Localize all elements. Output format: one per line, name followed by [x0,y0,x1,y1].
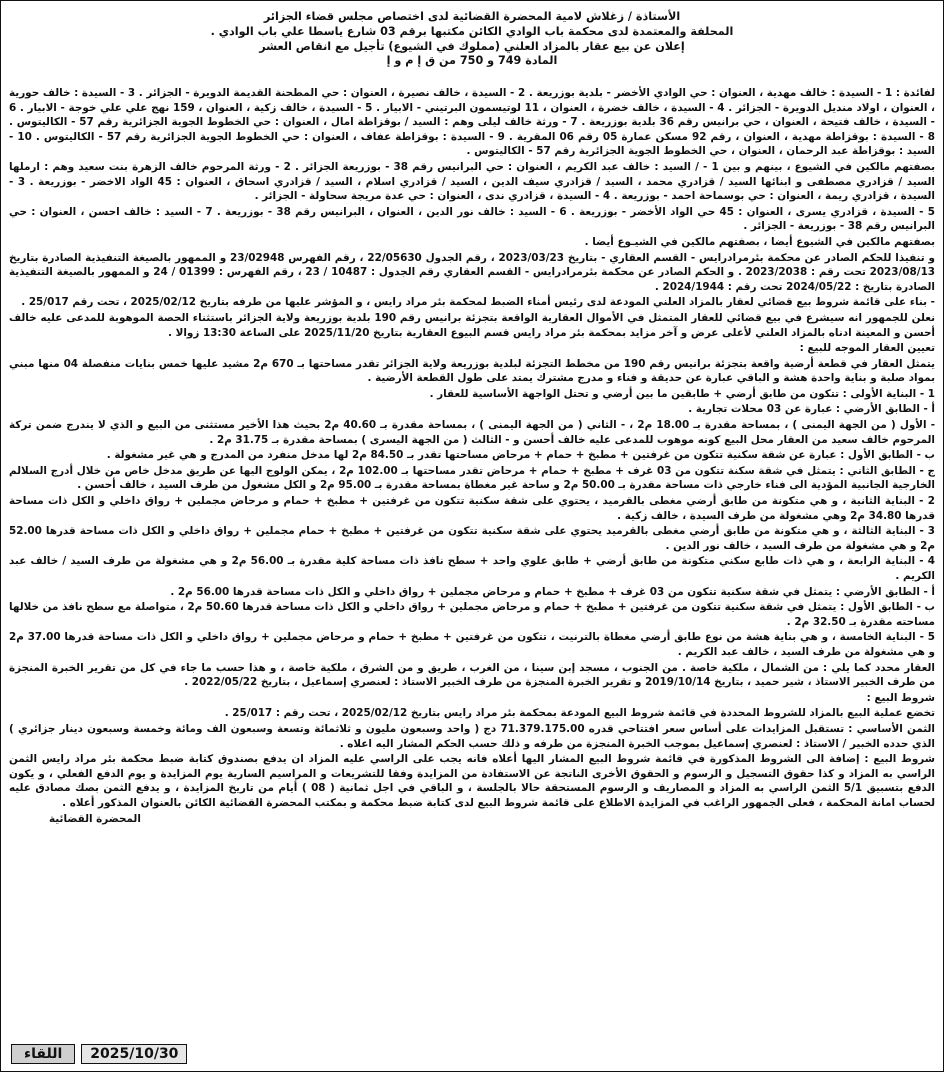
building-5: 5 - البناية الخامسة ، و هي بناية هشة من نوع طابق أرضي مغطاة بالترنيت ، تتكون من غرفتين + مطبخ + حمام و مرحاض مجملين + رواق داخلي و الكل ذات مساحة قدرها 37.00 م2 و هي مشغولة من طرف السيد ، خالف عبد الكريم . [9,631,935,658]
property-heading: تعيين العقار الموجه للبيع : [799,342,935,355]
sale-conditions-heading: شروط البيع : [866,691,935,704]
building-2: 2 - البناية الثانية ، و هي متكونة من طابق أرضي مغطى بالقرميد ، يحتوي على شقة سكنية تتكون من غرفتين + مطبخ + حمام و مرحاض مجملين + رواق داخلي و الكل ذات مساحة قدرها 34.80 م2 وهي مشغولة من طرف السيدة ، خالف زكية . [9,495,935,522]
conditions-list-reference: - بناء على قائمة شروط بيع قضائي لعقار بالمزاد العلني المودعة لدى رئيس أمناء الضبط لمحكمة بئر مراد رايس ، و المؤشر عليها من طرفه بتاريخ 2025/02/12 ، تحت رقم 25/017 . [21,296,935,309]
building-4-ground: أ - الطابق الأرضي : يتمثل في شقة سكنية تتكون من 03 غرف + مطبخ + حمام و مرحاض مجملين + رواق داخلي و الكل ذات مساحة قدرها 56.00 م2 . [170,585,935,598]
co-owners-note: بصفتهم مالكين في الشيوع أيضا ، بصفتهم مالكين في الشيـوع أيضا . [584,235,935,248]
parties-co-owners-cont: 5 - السيدة ، قزادري يسرى ، العنوان : 45 حي الواد الأخضر - بوزريعة . 6 - السيد : خالف نور الدين ، العنوان ، البرانيس رقم 38 - بوزريعة . 7 - السيد : خالف احسن ، العنوان : حي البرانيس رقم 38 - بوزريعة - الجزائر . [9,205,935,233]
building-1: 1 - البناية الأولى : تتكون من طابق أرضي + طابقين ما بين أرضي و تحتل الواجهة الأساسية للعقار . [429,387,935,400]
notice-header [1,1,943,73]
property-boundaries: العقار محدد كما يلي : من الشمال ، ملكية خاصة . من الجنوب ، مسجد إبن سينا ، من الغرب ، طريق و من الشرق ، ملكية خاصة ، و هذا حسب ما جاء في كل من تقرير الخبرة المنجزة من طرف الخبير الاستاذ ، شير حميد ، بتاريخ 2019/10/14 و تقرير الخبرة المنجزة من طرف الخبير الاستاذ : لعنصري إسماعيل ، بتاريخ 2022/05/22 . [9,661,935,689]
sale-conditions-intro: تخضع عملية البيع بالمزاد للشروط المحددة في قائمة شروط البيع المودعة بمحكمة بئر مراد رايس بتاريخ 2025/02/12 ، تحت رقم : 25/017 . [224,707,935,720]
parties-beneficiary: لفائدة : 1 - السيدة : خالف مهدية ، العنوان : حي الوادي الأخضر - بلدية بوزريعة . 2 - السيدة ، خالف نصيرة ، العنوان : حي المطحنة القديمة الدويرة - الجزائر . 3 - السيدة : خالف حورية ، العنوان ، اولاد منديل الدويرة - الجزائر . 4 - السيدة ، خالف خضرة ، العنوان ، 11 لوتيسمون البرتيني - الابيار . 5 - السيدة ، خالف زكية ، العنوان ، 159 نهج علي علي خوجة - الابيار . 6 - السيدة ، خالف فتيحة ، العنوان ، حي برانيس رقم 36 بلدية بوزريعة . 7 - ورثة خالف ليلى وهم : السيد / بوقزاطة امال ، العنوان : حي الخطوط الجوية الجزائرية رقم 57 - الكاليتوس . 8 - السيدة : بوقزاطة مهدية ، العنوان ، رقم 92 مسكن عمارة 05 رقم 06 المقرية . 9 - السيدة : بوقزاطة عفاف ، العنوان : حي الخطوط الجوية الجزائرية رقم 57 - الكاليتوس . 10 - السيد : بوقزاطة عبد الرحمان ، العنوان ، حي الخطوط الجوية الجزائرية رقم 57 - الكاليتوس . [9,87,936,158]
publication-date: 2025/10/30 [81,1044,187,1064]
notice-articles: المادة 749 و 750 من ق إ م و إ [386,54,558,68]
building-1-shops: - الأول ( من الجهة اليمنى ) ، بمساحة مقدرة بـ 18.00 م2 ، - الثاني ( من الجهة اليمنى ) ، بمساحة مقدرة بـ 40.60 م2 بحيث هذا الأخير مستثنى من البيع و الذي لا يندرج ضمن تركة المرحوم خالف سعيد من العقار محل البيع كونه موهوب للمدعى عليه خالف أحسن و - الثالث ( من الجهة اليسرى ) بمساحة مقدرة بـ 31.75 م2 . [9,419,936,446]
base-price: الثمن الأساسي : تستقبل المزايدات على أساس سعر افتتاحي قدره 71.379.175.00 دج ( واحد وسبعون مليون و ثلاثمائة وتسعة وسبعون الف ومائة وخمسة وسبعون دينار جزائري ) الذي حدده الخبير / الاستاذ : لعنصري إسماعيل بموجب الخبرة المنجزة من طرفه و ذلك حسب الحكم المشار اليه اعلاه . [9,722,935,750]
building-3: 3 - البناية الثالثة ، و هي متكونة من طابق أرضي مغطى بالقرميد يحتوي على شقة سكنية تتكون من غرفتين + مطبخ + حمام مجملين + رواق داخلي و الكل ذات مساحة قدرها 52.00 م2 و هي مشغولة من طرف السيد ، خالف نور الدين . [9,525,935,552]
footer-bar [11,1043,187,1065]
notice-title: إعلان عن بيع عقار بالمزاد العلني (مملوك في الشيوع) تأجيل مع انقاص العشر [259,39,685,53]
building-1-first-floor: ب - الطابق الأول : عبارة عن شقة سكنية تتكون من غرفتين + مطبخ + حمام + مرحاض مساحتها تقدر بـ 84.50 م2 لها مدخل منفرد من المدرج و هي غير مشغولة . [106,449,935,462]
bailiff-name: الأستاذة / زغلاش لامية المحضرة القضائية لدى اختصاص مجلس قضاء الجزائر [263,10,681,23]
signature: المحضرة القضائية [49,812,141,825]
building-1-ground: أ - الطابق الأرضي : عبارة عن 03 محلات تجارية . [688,403,935,416]
property-description: يتمثل العقار في قطعة أرضية واقعة بتجزئة برانيس رقم 190 من مخطط التجزئة لبلدية بوزريعة ولاية الجزائر تقدر مساحتها بـ 670 م2 مشيد عليها خمس بنايات منفصلة 04 منها مبني بمواد صلبة و بناية واحدة هشة و الباقي عبارة عن حديقة و فناء و مدرج مشترك يمتد على طول القطعة الأرضية . [9,357,936,385]
payment-conditions: شروط البيع : إضافة الى الشروط المذكورة في قائمة شروط البيع المشار اليها أعلاه فانه يجب على الراسي عليه المزاد ان يدفع بصندوق كتابة ضبط محكمة بئر مراد رايس الثمن الراسي به المزاد و كذا حقوق التسجيل و الرسوم و الحقوق الأخرى الناتجة عن الاستفادة من المزايدة وفقا للتشريعات و المراسيم السارية يوم المزايدة و يوم الدفع الفعلي ، و يكون الدفع بتسبيق 5/1 الثمن الراسي به المزاد و المصاريف و الرسوم المستحقة حالا بالجلسة ، و الباقي في اجل ثمانية ( 08 ) أيام من تاريخ المزايدة ، و يدفع الثمن بصك مصادق عليه لحساب امانة المحكمة ، فعلى الجمهور الراغب في المزايدة الاطلاع على قائمة شروط البيع لدى كتابة ضبط محكمة و بمكتب المحضرة القضائية الكائن بالعنوان المذكور أعلاه . [9,753,935,809]
newspaper-name: اللقاء [11,1044,75,1064]
bailiff-office: المحلفة والمعتمدة لدى محكمة باب الوادي الكائن مكتبها برقم 03 شارع ياسطا علي باب الوادي . [210,24,734,38]
building-4-first-floor: ب - الطابق الأول : يتمثل في شقة سكنية تتكون من غرفتين + مطبخ + حمام و مرحاض مجملين + رواق داخلي و الكل ذات مساحة قدرها 50.60 م2 ، متواصلة مع سطح نافذ من خلالها مساحته مقدرة بـ 32.50 م2 . [9,601,935,628]
auction-announcement: نعلن للجمهور انه سيشرع في بيع قضائي للعقار المتمثل في الأموال العقارية الواقعة بتجزئة برانيس رقم 190 بلدية بوزريعة ولاية الجزائر باستثناء الحصة الموهوبة للمدعى عليه خالف أحسن و المعينة ادناه بالمزاد العلني لأعلى عرض و آخر مزايد بمحكمة بئر مراد رايس قسم البيوع العقارية بتاريخ 2025/11/20 على الساعة 13:30 زوالا . [9,311,935,339]
judgment-reference: و تنفيذا للحكم الصادر عن محكمة بئرمرادرايس - القسم العقاري - بتاريخ 2023/03/23 ، رقم الجدول 22/05630 ، رقم الفهرس 23/02948 و الممهور بالصيغة التنفيذية الصادرة بتاريخ 2023/08/13 تحت رقم : 2023/2038 . و الحكم الصادر عن محكمة بئرمرادرايس - القسم العقاري رقم الجدول : 10487 / 23 ، رقم الفهرس : 01399 / 24 و الممهور بالصيغة التنفيذية الصادرة بتاريخ : 2024/05/22 تحت رقم : 2024/1944 . [9,251,936,293]
building-1-second-floor: ج - الطابق الثاني : يتمثل في شقة سكنة تتكون من 03 غرف + مطبخ + حمام + مرحاض تقدر مساحتها بـ 102.00 م2 ، يمكن الولوج اليها عن طريق مدخل خاص من خلال أدرج السلالم الخارجية الجانبية المؤدية الى فناء خارجي ذات مساحة مقدرة بـ 50.00 م2 و ساحة غير مغطاة بمساحة مقدرة بـ 95.00 م2 و الكل مشغول من طرف السيد ، خالف أحسن . [9,464,936,492]
parties-co-owners: بصفتهم مالكين في الشيوع ، بينهم و بين 1 - / السيد : خالف عبد الكريم ، العنوان : حي البرانيس رقم 38 - بوزريعة الجزائر . 2 - ورثة المرحوم خالف الزهرة بنت سعيد وهم : ارملها السيد / قزادري مصطفى و ابنائها السيد / قزادري محمد ، السيد / قزادري سيف الدين ، السيد / قزادري اسلام ، السيد / قزادري اسحاق ، العنوان : 45 الواد الاخضر - بوزريعة . 3 - السيدة ، قزادري ريمة ، العنوان : حي بوسماحة احمد - بوزريعة . 4 - السيدة ، قزادري ندى ، العنوان : حي عدة مريجة سحاولة - الجزائر . [9,160,935,203]
building-4: 4 - البناية الرابعة ، و هي ذات طابع سكني متكونة من طابق أرضي + طابق علوي واحد + سطح نافذ ذات مساحة كلية مقدرة بـ 56.00 م2 و هي مشغولة من طرف السيد / خالف عبد الكريم . [9,555,935,582]
notice-body [9,86,935,1033]
